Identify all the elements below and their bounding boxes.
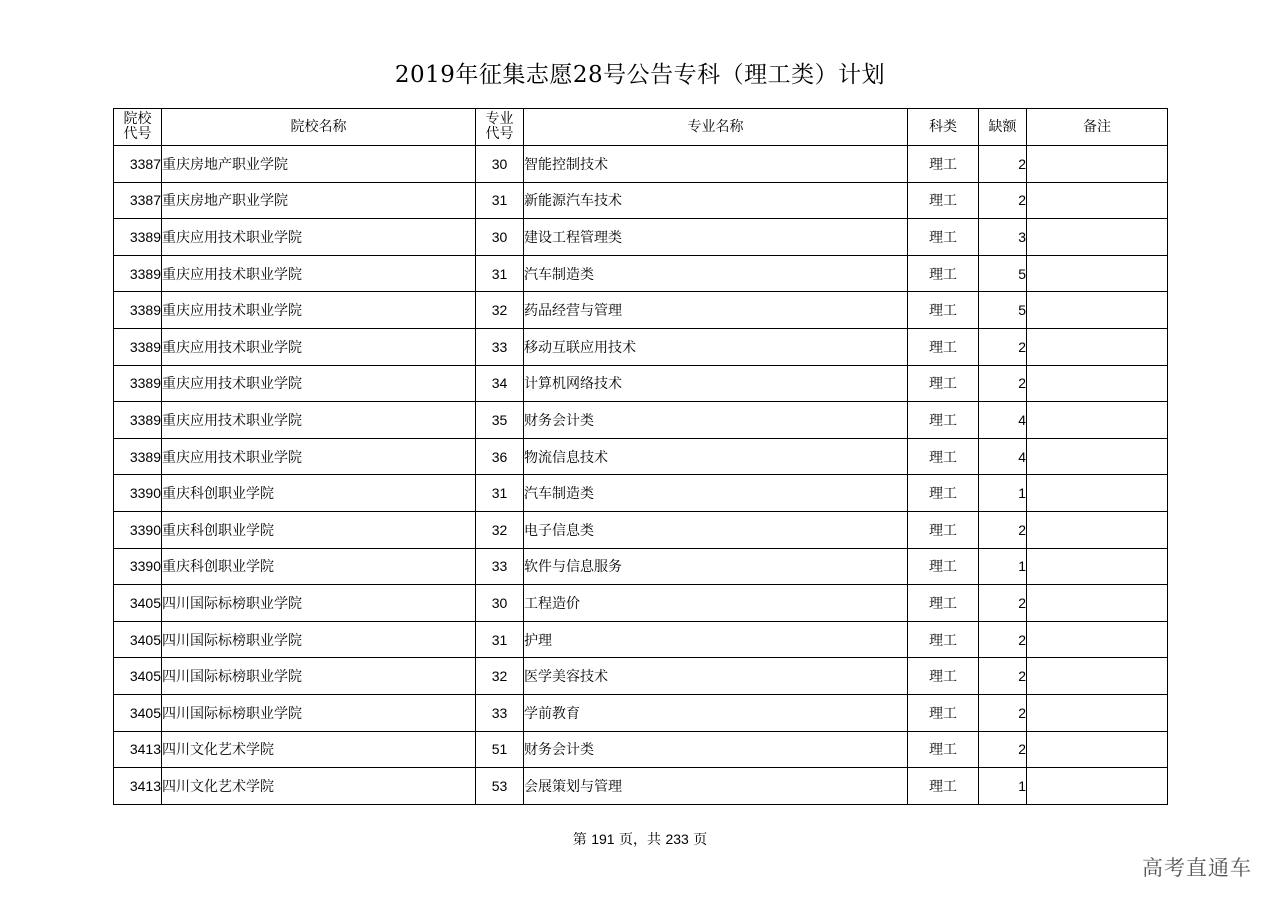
cell-remarks: [1027, 255, 1168, 292]
cell-category: 理工: [908, 768, 979, 805]
cell-major-name: 汽车制造类: [524, 255, 908, 292]
table-row: [114, 255, 1168, 292]
cell-quota: 2: [979, 511, 1027, 548]
cell-quota: 1: [979, 548, 1027, 585]
table-row: [114, 438, 1168, 475]
table-row: [114, 402, 1168, 439]
cell-quota: 2: [979, 658, 1027, 695]
cell-school-name: 重庆应用技术职业学院: [162, 292, 476, 329]
header-school-name: 院校名称: [162, 109, 476, 146]
cell-school-name: 重庆应用技术职业学院: [162, 402, 476, 439]
cell-school-name: 重庆房地产职业学院: [162, 146, 476, 183]
table-row: [114, 511, 1168, 548]
cell-school-name: 四川文化艺术学院: [162, 768, 476, 805]
cell-school-code: 3390: [114, 548, 162, 585]
table-row: [114, 585, 1168, 622]
cell-remarks: [1027, 475, 1168, 512]
cell-school-name: 重庆应用技术职业学院: [162, 219, 476, 256]
cell-major-code: 31: [476, 182, 524, 219]
cell-major-code: 33: [476, 548, 524, 585]
cell-quota: 5: [979, 255, 1027, 292]
table-row: [114, 768, 1168, 805]
cell-major-name: 电子信息类: [524, 511, 908, 548]
cell-school-name: 重庆应用技术职业学院: [162, 255, 476, 292]
cell-quota: 2: [979, 694, 1027, 731]
cell-major-code: 33: [476, 328, 524, 365]
cell-school-code: 3387: [114, 182, 162, 219]
cell-remarks: [1027, 658, 1168, 695]
cell-remarks: [1027, 402, 1168, 439]
cell-major-name: 医学美容技术: [524, 658, 908, 695]
cell-school-name: 四川国际标榜职业学院: [162, 694, 476, 731]
cell-school-code: 3413: [114, 731, 162, 768]
table-row: [114, 658, 1168, 695]
cell-school-code: 3405: [114, 585, 162, 622]
cell-school-name: 重庆应用技术职业学院: [162, 438, 476, 475]
cell-school-code: 3390: [114, 475, 162, 512]
cell-major-code: 53: [476, 768, 524, 805]
cell-major-code: 31: [476, 621, 524, 658]
cell-major-code: 35: [476, 402, 524, 439]
cell-school-name: 重庆应用技术职业学院: [162, 328, 476, 365]
cell-quota: 4: [979, 438, 1027, 475]
cell-major-name: 护理: [524, 621, 908, 658]
cell-major-code: 32: [476, 511, 524, 548]
cell-remarks: [1027, 731, 1168, 768]
table-row: [114, 475, 1168, 512]
table-row: [114, 731, 1168, 768]
cell-school-code: 3390: [114, 511, 162, 548]
cell-school-name: 四川国际标榜职业学院: [162, 621, 476, 658]
header-major-name: 专业名称: [524, 109, 908, 146]
admission-plan-table: [113, 108, 1168, 805]
cell-remarks: [1027, 694, 1168, 731]
header-school-code-line2: 代号: [123, 126, 152, 142]
header-school-code: [114, 109, 162, 146]
cell-category: 理工: [908, 438, 979, 475]
cell-school-name: 重庆房地产职业学院: [162, 182, 476, 219]
cell-school-code: 3387: [114, 146, 162, 183]
watermark: 高考直通车: [1142, 856, 1252, 880]
cell-school-code: 3389: [114, 219, 162, 256]
cell-school-code: 3405: [114, 694, 162, 731]
cell-remarks: [1027, 585, 1168, 622]
table-row: [114, 548, 1168, 585]
table-row: [114, 219, 1168, 256]
table-row: [114, 146, 1168, 183]
cell-major-name: 学前教育: [524, 694, 908, 731]
cell-major-code: 30: [476, 146, 524, 183]
cell-remarks: [1027, 768, 1168, 805]
cell-major-code: 36: [476, 438, 524, 475]
cell-remarks: [1027, 511, 1168, 548]
cell-quota: 2: [979, 182, 1027, 219]
table-row: [114, 694, 1168, 731]
header-school-code-line1: 院校: [123, 111, 152, 128]
page-footer: [0, 829, 1280, 849]
cell-category: 理工: [908, 146, 979, 183]
cell-major-code: 32: [476, 292, 524, 329]
cell-school-name: 四川文化艺术学院: [162, 731, 476, 768]
cell-school-code: 3389: [114, 438, 162, 475]
cell-school-name: 重庆应用技术职业学院: [162, 365, 476, 402]
cell-remarks: [1027, 438, 1168, 475]
cell-major-name: 药品经营与管理: [524, 292, 908, 329]
footer-prefix: 第: [572, 832, 592, 848]
cell-category: 理工: [908, 182, 979, 219]
cell-school-code: 3405: [114, 658, 162, 695]
footer-middle: 页，共: [614, 832, 666, 848]
cell-quota: 3: [979, 219, 1027, 256]
cell-category: 理工: [908, 292, 979, 329]
cell-major-name: 汽车制造类: [524, 475, 908, 512]
cell-category: 理工: [908, 621, 979, 658]
cell-category: 理工: [908, 694, 979, 731]
cell-school-name: 四川国际标榜职业学院: [162, 585, 476, 622]
cell-category: 理工: [908, 255, 979, 292]
cell-major-code: 32: [476, 658, 524, 695]
cell-major-name: 新能源汽车技术: [524, 182, 908, 219]
table-row: [114, 328, 1168, 365]
header-quota: 缺额: [979, 109, 1027, 146]
cell-category: 理工: [908, 475, 979, 512]
cell-major-name: 会展策划与管理: [524, 768, 908, 805]
table-row: [114, 365, 1168, 402]
cell-major-code: 30: [476, 219, 524, 256]
cell-remarks: [1027, 292, 1168, 329]
cell-remarks: [1027, 548, 1168, 585]
cell-major-code: 33: [476, 694, 524, 731]
cell-category: 理工: [908, 219, 979, 256]
cell-category: 理工: [908, 328, 979, 365]
cell-school-code: 3389: [114, 292, 162, 329]
footer-total-pages: 233: [665, 831, 689, 847]
cell-quota: 2: [979, 146, 1027, 183]
cell-major-name: 财务会计类: [524, 402, 908, 439]
cell-major-name: 建设工程管理类: [524, 219, 908, 256]
cell-school-code: 3389: [114, 255, 162, 292]
header-major-code-line1: 专业: [485, 111, 514, 128]
cell-quota: 1: [979, 768, 1027, 805]
cell-school-name: 重庆科创职业学院: [162, 511, 476, 548]
cell-school-code: 3389: [114, 365, 162, 402]
cell-remarks: [1027, 182, 1168, 219]
cell-quota: 2: [979, 621, 1027, 658]
cell-category: 理工: [908, 585, 979, 622]
cell-quota: 1: [979, 475, 1027, 512]
cell-category: 理工: [908, 731, 979, 768]
page-title: 2019年征集志愿28号公告专科（理工类）计划: [394, 62, 886, 88]
cell-category: 理工: [908, 548, 979, 585]
cell-school-code: 3389: [114, 328, 162, 365]
table-header-row: [114, 109, 1168, 146]
header-major-code: [476, 109, 524, 146]
cell-remarks: [1027, 328, 1168, 365]
cell-school-name: 重庆科创职业学院: [162, 475, 476, 512]
header-remarks: 备注: [1027, 109, 1168, 146]
cell-major-name: 工程造价: [524, 585, 908, 622]
cell-quota: 2: [979, 731, 1027, 768]
cell-school-code: 3405: [114, 621, 162, 658]
cell-major-code: 34: [476, 365, 524, 402]
cell-major-code: 51: [476, 731, 524, 768]
cell-category: 理工: [908, 402, 979, 439]
header-category: 科类: [908, 109, 979, 146]
cell-remarks: [1027, 219, 1168, 256]
cell-major-name: 计算机网络技术: [524, 365, 908, 402]
cell-category: 理工: [908, 658, 979, 695]
cell-remarks: [1027, 621, 1168, 658]
cell-school-name: 重庆科创职业学院: [162, 548, 476, 585]
table-row: [114, 292, 1168, 329]
cell-major-name: 物流信息技术: [524, 438, 908, 475]
cell-major-name: 移动互联应用技术: [524, 328, 908, 365]
table-row: [114, 182, 1168, 219]
cell-school-code: 3389: [114, 402, 162, 439]
cell-remarks: [1027, 146, 1168, 183]
cell-category: 理工: [908, 365, 979, 402]
cell-quota: 4: [979, 402, 1027, 439]
cell-quota: 2: [979, 365, 1027, 402]
cell-major-code: 30: [476, 585, 524, 622]
footer-suffix: 页: [688, 832, 708, 848]
cell-major-code: 31: [476, 475, 524, 512]
cell-major-name: 软件与信息服务: [524, 548, 908, 585]
table-body: [114, 146, 1168, 805]
table-row: [114, 621, 1168, 658]
cell-major-name: 智能控制技术: [524, 146, 908, 183]
cell-quota: 2: [979, 328, 1027, 365]
footer-page-number: 191: [591, 831, 615, 847]
cell-school-code: 3413: [114, 768, 162, 805]
cell-school-name: 四川国际标榜职业学院: [162, 658, 476, 695]
cell-quota: 5: [979, 292, 1027, 329]
cell-category: 理工: [908, 511, 979, 548]
cell-major-name: 财务会计类: [524, 731, 908, 768]
header-major-code-line2: 代号: [485, 126, 514, 142]
cell-quota: 2: [979, 585, 1027, 622]
cell-major-code: 31: [476, 255, 524, 292]
cell-remarks: [1027, 365, 1168, 402]
